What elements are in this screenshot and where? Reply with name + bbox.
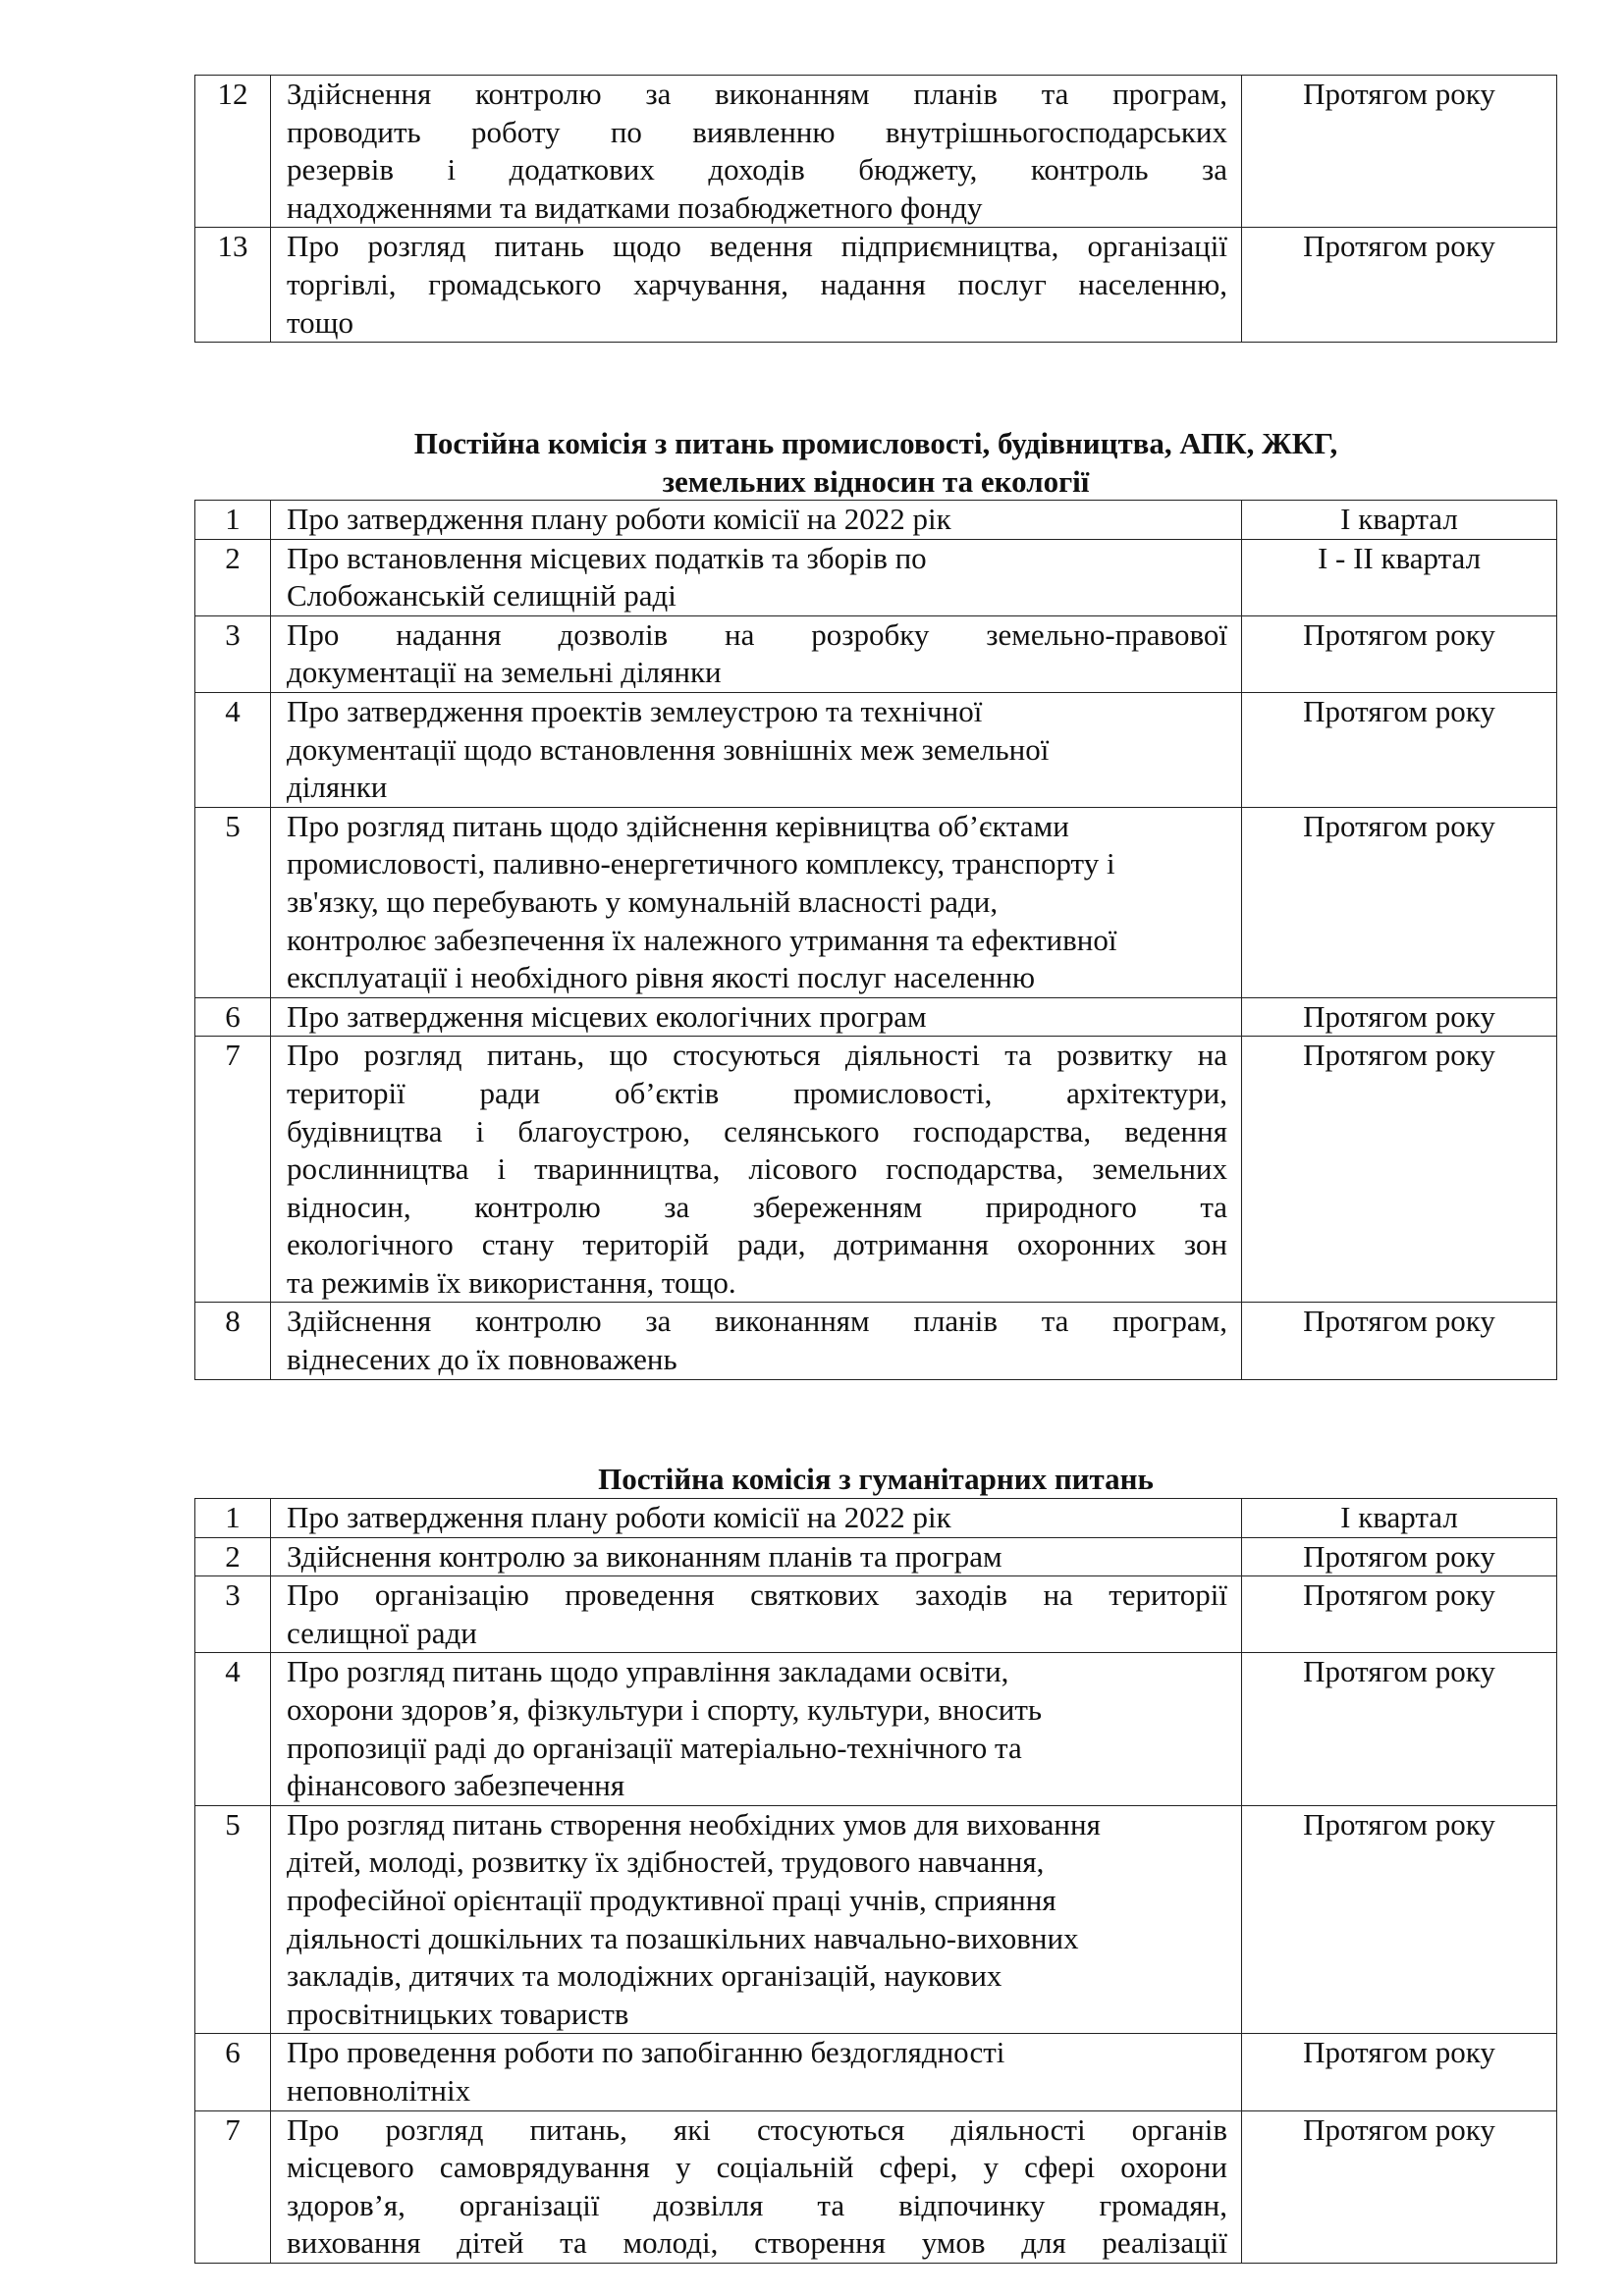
row-number: 6 — [195, 997, 271, 1037]
row-deadline: Протягом року — [1242, 1537, 1557, 1576]
table-row — [195, 997, 1557, 1037]
table — [194, 75, 1557, 343]
row-deadline: І квартал — [1242, 1499, 1557, 1538]
table-row — [195, 539, 1557, 615]
table-row — [195, 692, 1557, 807]
row-text: Здійснення контролю за виконанням планів та програм, проводить роботу по виявленню внутрішньогосподарських резервів і додаткових доходів бюджету, контроль за надходженнями та видатками позабюджетного фонду — [271, 76, 1242, 228]
section-title: Постійна комісія з питань промисловості, будівництва, АПК, ЖКГ, земельних відносин та екології — [413, 426, 1338, 499]
row-number: 1 — [195, 501, 271, 540]
row-number: 3 — [195, 615, 271, 692]
table-row — [195, 1576, 1557, 1653]
row-deadline: Протягом року — [1242, 1576, 1557, 1653]
table-continued — [194, 75, 1557, 343]
table-humanitarian-commission — [194, 1498, 1557, 2264]
table-row — [195, 1805, 1557, 2034]
table-row — [195, 1037, 1557, 1303]
table-row — [195, 501, 1557, 540]
row-deadline: Протягом року — [1242, 76, 1557, 228]
row-deadline: Протягом року — [1242, 228, 1557, 343]
row-deadline: Протягом року — [1242, 1037, 1557, 1303]
row-deadline: Протягом року — [1242, 1653, 1557, 1805]
row-text: Про затвердження плану роботи комісії на 2022 рік — [271, 501, 1242, 540]
row-number: 4 — [195, 1653, 271, 1805]
row-text: Про розгляд питань створення необхідних умов для виховання дітей, молоді, розвитку їх здібностей, трудового навчання, професійної орієнтації продуктивної праці учнів, сприяння діяльності дошкільних та позашкільних навчально-виховних закладів, дитячих та молодіжних організацій, наукових просвітницьких товариств — [271, 1805, 1242, 2034]
table-row — [195, 1653, 1557, 1805]
row-number: 2 — [195, 1537, 271, 1576]
row-number: 5 — [195, 807, 271, 997]
table-row — [195, 2034, 1557, 2110]
row-text: Про розгляд питань щодо управління закладами освіти, охорони здоров’я, фізкультури і спорту, культури, вносить пропозиції раді до організації матеріально-технічного та фінансового забезпечення — [271, 1653, 1242, 1805]
row-text: Здійснення контролю за виконанням планів та програм, віднесених до їх повноважень — [271, 1303, 1242, 1379]
table-row — [195, 1537, 1557, 1576]
table-industry-commission — [194, 500, 1557, 1380]
table-row — [195, 2110, 1557, 2263]
row-text: Здійснення контролю за виконанням планів та програм — [271, 1537, 1242, 1576]
row-number: 4 — [195, 692, 271, 807]
row-number: 8 — [195, 1303, 271, 1379]
table-row — [195, 76, 1557, 228]
row-number: 7 — [195, 1037, 271, 1303]
row-text: Про надання дозволів на розробку земельно-правової документації на земельні ділянки — [271, 615, 1242, 692]
row-deadline: І - ІІ квартал — [1242, 539, 1557, 615]
row-text: Про затвердження місцевих екологічних програм — [271, 997, 1242, 1037]
row-text: Про затвердження проектів землеустрою та технічної документації щодо встановлення зовнішніх меж земельної ділянки — [271, 692, 1242, 807]
table — [194, 1498, 1557, 2264]
row-text: Про розгляд питань, що стосуються діяльності та розвитку на території ради об’єктів промисловості, архітектури, будівництва і благоустрою, селянського господарства, ведення рослинництва і тваринництва, лісового господарства, земельних відносин, контролю за збереженням природного та екологічного стану територій ради, дотримання охоронних зон та режимів їх використання, тощо. — [271, 1037, 1242, 1303]
row-number: 1 — [195, 1499, 271, 1538]
table-row — [195, 615, 1557, 692]
row-number: 6 — [195, 2034, 271, 2110]
table-row — [195, 1303, 1557, 1379]
row-text: Про затвердження плану роботи комісії на 2022 рік — [271, 1499, 1242, 1538]
row-deadline: Протягом року — [1242, 615, 1557, 692]
row-text: Про організацію проведення святкових заходів на території селищної ради — [271, 1576, 1242, 1653]
row-deadline: Протягом року — [1242, 997, 1557, 1037]
row-number: 2 — [195, 539, 271, 615]
table-row — [195, 807, 1557, 997]
table-row — [195, 228, 1557, 343]
row-number: 13 — [195, 228, 271, 343]
row-number: 3 — [195, 1576, 271, 1653]
row-number: 7 — [195, 2110, 271, 2263]
table — [194, 500, 1557, 1380]
row-deadline: Протягом року — [1242, 2110, 1557, 2263]
row-deadline: Протягом року — [1242, 692, 1557, 807]
row-text: Про розгляд питань, які стосуються діяльності органів місцевого самоврядування у соціальній сфері, у сфері охорони здоров’я, організації дозвілля та відпочинку громадян, виховання дітей та молоді, створення умов для реалізації — [271, 2110, 1242, 2263]
table-row — [195, 1499, 1557, 1538]
row-number: 12 — [195, 76, 271, 228]
row-deadline: Протягом року — [1242, 2034, 1557, 2110]
section-title: Постійна комісія з гуманітарних питань — [598, 1462, 1154, 1496]
row-deadline: І квартал — [1242, 501, 1557, 540]
row-text: Про встановлення місцевих податків та зборів по Слобожанській селищній раді — [271, 539, 1242, 615]
row-text: Про розгляд питань щодо здійснення керівництва об’єктами промисловості, паливно-енергетичного комплексу, транспорту і зв'язку, що перебувають у комунальній власності ради, контролює забезпечення їх належного утримання та ефективної експлуатації і необхідного рівня якості послуг населенню — [271, 807, 1242, 997]
row-number: 5 — [195, 1805, 271, 2034]
row-deadline: Протягом року — [1242, 1303, 1557, 1379]
row-deadline: Протягом року — [1242, 807, 1557, 997]
row-text: Про проведення роботи по запобіганню бездоглядності неповнолітніх — [271, 2034, 1242, 2110]
row-text: Про розгляд питань щодо ведення підприємництва, організації торгівлі, громадського харчування, надання послуг населенню, тощо — [271, 228, 1242, 343]
row-deadline: Протягом року — [1242, 1805, 1557, 2034]
